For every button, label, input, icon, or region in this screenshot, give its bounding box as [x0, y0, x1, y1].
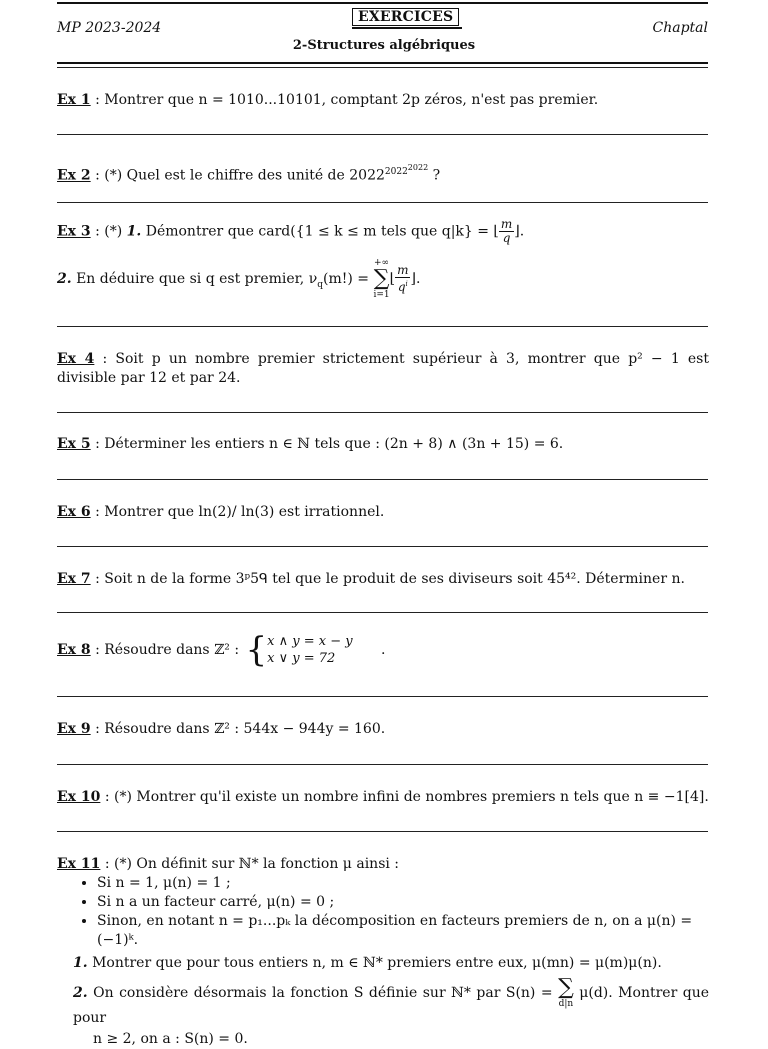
question-number: 1.	[126, 223, 142, 240]
exercise-text: : Résoudre dans ℤ² : 544x − 944y = 160.	[90, 721, 386, 737]
exercise-text: : Déterminer les entiers n ∈ ℕ tels que : (2n + 8) ∧ (3n + 15) = 6.	[90, 436, 564, 452]
exercise-label: Ex 8	[57, 642, 91, 658]
exercise-text: : Soit n de la forme 3ᵖ5ᑫ tel que le produit de ses diviseurs soit 45⁴². Déterminer n.	[90, 571, 685, 587]
exercise-text: : (*) Quel est le chiffre des unité de 2022	[90, 167, 385, 184]
exercise-2: Ex 2 : (*) Quel est le chiffre des unité de $2022^{2022^{2022}}$ ?	[57, 163, 441, 184]
exercise-7	[57, 570, 709, 589]
sum-symbol: +∞ ∑ i=1	[373, 258, 390, 300]
question-number: 2.	[73, 985, 88, 1001]
header-school: Chaptal	[652, 20, 708, 36]
exercise-1	[57, 91, 709, 110]
exercise-5	[57, 435, 709, 454]
exercise-label: Ex 4	[57, 351, 95, 367]
fraction: $\frac{m}{q^i}$	[397, 263, 409, 294]
exercise-label: Ex 9	[57, 721, 91, 737]
list-item: • Si n = 1, μ(n) = 1 ;	[97, 874, 709, 893]
exercise-text: : Montrer que ln(2)/ ln(3) est irrationnel.	[90, 504, 385, 520]
exercise-label: Ex 5	[57, 436, 91, 452]
exercise-label: Ex 7	[57, 571, 91, 587]
separator	[57, 546, 708, 547]
exercise-text: : (*) Montrer qu'il existe un nombre infini de nombres premiers n tels que n ≡ −1[4].	[100, 789, 709, 805]
question-number: 2.	[57, 271, 72, 287]
header-subtitle: 2-Structures algébriques	[292, 38, 476, 53]
exercise-3: Ex 3 : (*) 1. Démontrer que card({1 ≤ k ≤ m tels que q|k} = ⌊ $\frac{m}{q}$ ⌋. 2. En déduire que si q est premier, $\nu_q(m!)$ = +∞ ∑ i=1 ⌊ $\frac{m}{q^i}$ ⌋.	[57, 217, 525, 300]
exercise-label: Ex 6	[57, 504, 91, 520]
separator	[57, 696, 708, 697]
fraction: $\frac{m}{q}$	[500, 217, 513, 245]
header-title-box: EXERCICES	[352, 8, 459, 26]
exercise-label: Ex 3	[57, 223, 91, 240]
exercise-label: Ex 1	[57, 92, 91, 108]
exercise-label: Ex 2	[57, 167, 91, 184]
separator	[57, 831, 708, 832]
separator	[57, 202, 708, 203]
header-year: MP 2023-2024	[57, 20, 162, 36]
exercise-text: : Soit p un nombre premier strictement supérieur à 3, montrer que p² − 1 est divisible par 12 et par 24.	[57, 351, 709, 386]
definition-list	[57, 874, 709, 950]
exercise-label: Ex 10	[57, 789, 101, 805]
exercise-9	[57, 720, 709, 739]
separator	[57, 612, 708, 613]
top-rule	[57, 2, 708, 4]
exponent: 20222022	[384, 163, 429, 177]
exercise-4	[57, 350, 709, 388]
header-rule-2	[57, 67, 708, 68]
question-number: 1.	[73, 955, 88, 971]
separator	[57, 479, 708, 480]
exercise-6	[57, 503, 709, 522]
separator	[57, 134, 708, 135]
exercise-10	[57, 788, 709, 807]
list-item: • Si n a un facteur carré, μ(n) = 0 ;	[97, 893, 709, 912]
exercise-text: : Montrer que n = 1010...10101, comptant 2p zéros, n'est pas premier.	[90, 92, 599, 108]
equation-system: { x ∧ y = x − y x ∨ y = 72	[245, 630, 353, 670]
list-item: • Sinon, en notant n = p₁...pₖ la décomposition en facteurs premiers de n, on a μ(n) = (−1)ᵏ.	[97, 912, 709, 950]
header-rule-1	[57, 62, 708, 64]
exercise-11: Ex 11 : (*) On définit sur ℕ* la fonction μ ainsi : • Si n = 1, μ(n) = 1 ; • Si n a un facteur carré, μ(n) = 0 ; • Sinon, en notant n = p₁...pₖ la décomposition en facteurs premiers de n, on a μ(n) = (−1)ᵏ. 1. Montrer que pour tous entiers n, m ∈ ℕ* premiers entre eux, μ(mn) = μ(m)μ(n). 2. On considère désormais la fonction S définie sur ℕ* par S(n) = ∑ d|n μ(d). Montrer que pour n ≥ 2, on a : S(n) = 0.	[57, 855, 709, 1049]
separator	[57, 764, 708, 765]
exercise-8: Ex 8 : Résoudre dans ℤ² : { x ∧ y = x − y x ∨ y = 72 .	[57, 630, 386, 670]
separator	[57, 326, 708, 327]
separator	[57, 412, 708, 413]
sum-symbol: ∑ d|n	[558, 975, 574, 1009]
exercise-label: Ex 11	[57, 856, 101, 872]
